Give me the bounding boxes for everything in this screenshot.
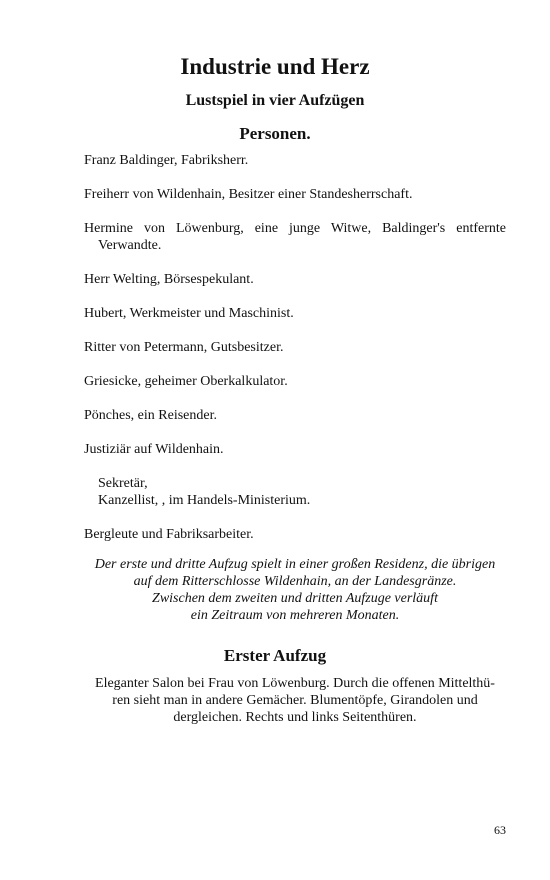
scene-line: Eleganter Salon bei Frau von Löwenburg. Durch die offenen Mittelthü- [95, 676, 495, 691]
person-entry: Franz Baldinger, Fabriksherr. [84, 153, 249, 168]
play-title: Industrie und Herz [180, 54, 370, 79]
setting-note-line: ein Zeitraum von mehreren Monaten. [190, 608, 400, 623]
person-entry: Herr Welting, Börsespekulant. [84, 272, 254, 287]
act-heading: Erster Aufzug [223, 646, 327, 665]
setting-note-line: Der erste und dritte Aufzug spielt in einer großen Residenz, die übrigen [94, 557, 496, 572]
person-entry: Bergleute und Fabriksarbeiter. [84, 527, 254, 542]
person-entry: Freiherr von Wildenhain, Besitzer einer Standesherrschaft. [84, 187, 413, 202]
setting-note [70, 556, 520, 624]
person-entry: Justiziär auf Wildenhain. [84, 442, 224, 457]
person-group-entry [84, 475, 506, 509]
setting-note-line: Zwischen dem zweiten und dritten Aufzuge verläuft [152, 591, 438, 606]
person-entry: Hubert, Werkmeister und Maschinist. [84, 306, 294, 321]
scene-line: ren sieht man in andere Gemächer. Blumentöpfe, Girandolen und [112, 693, 478, 708]
person-entry: Hermine von Löwenburg, eine junge Witwe, Baldinger's entfernte Verwandte. [84, 221, 506, 253]
person-entry: Griesicke, geheimer Oberkalkulator. [84, 374, 288, 389]
scene-description [80, 675, 510, 726]
person-entry: Pönches, ein Reisender. [84, 408, 217, 423]
person-group-line: Sekretär, [98, 476, 148, 491]
scene-line: dergleichen. Rechts und links Seitenthüren. [173, 710, 417, 725]
dramatis-personae-list [84, 152, 506, 560]
persons-heading: Personen. [239, 124, 311, 143]
person-group-line: Kanzellist, , im Handels-Ministerium. [98, 493, 311, 508]
page-number: 63 [494, 823, 506, 837]
setting-note-line: auf dem Ritterschlosse Wildenhain, an der Landesgränze. [133, 574, 457, 589]
play-subtitle: Lustspiel in vier Aufzügen [185, 92, 365, 109]
person-entry: Ritter von Petermann, Gutsbesitzer. [84, 340, 284, 355]
